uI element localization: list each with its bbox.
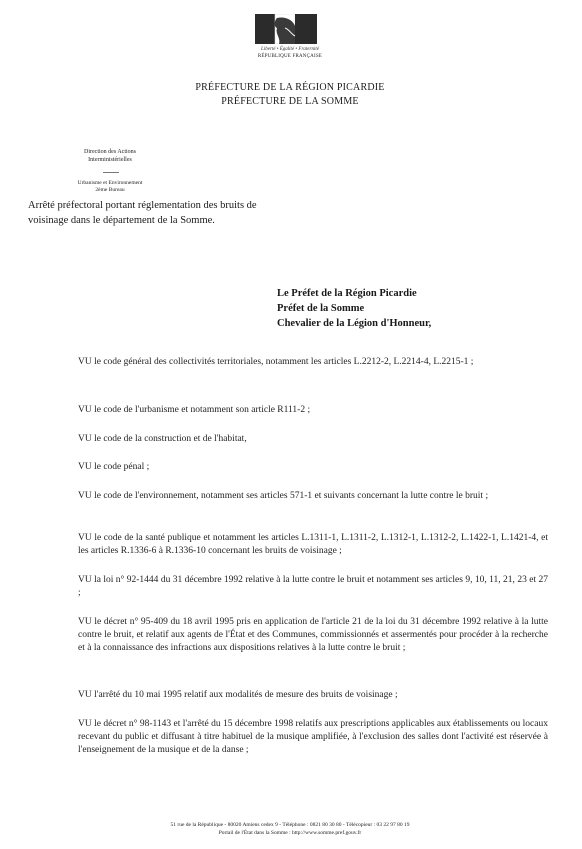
consideration-5: VU le code de l'environnement, notamment ses articles 571-1 et suivants concernant la lutte contre le bruit ; xyxy=(78,491,489,501)
consideration-4: VU le code pénal ; xyxy=(78,462,150,472)
marianne-logo-icon xyxy=(255,14,317,44)
unit-line2: 2ème Bureau xyxy=(95,187,125,193)
prefet-line1: Le Préfet de la Région Picardie xyxy=(277,288,417,299)
direction-line1: Direction des Actions xyxy=(84,149,136,155)
prefecture-dept: PRÉFECTURE DE LA SOMME xyxy=(221,96,359,107)
prefet-line3: Chevalier de la Légion d'Honneur, xyxy=(277,318,432,329)
motto: Liberté • Égalité • Fraternité xyxy=(261,47,319,52)
republique-francaise: RÉPUBLIQUE FRANÇAISE xyxy=(257,54,323,59)
divider xyxy=(103,172,119,173)
footer-address: 51 rue de la République - 80020 Amiens cedex 9 - Téléphone : 0821 80 30 80 - Télécopieur : 03 22 97 80 19 xyxy=(170,822,410,828)
direction-line2: Interministérielles xyxy=(88,157,132,163)
consideration-7: VU la loi n° 92-1444 du 31 décembre 1992 relative à la lutte contre le bruit et notamment ses articles 9, 10, 11, 21, 23 et 27 ; xyxy=(78,575,548,598)
prefet-line2: Préfet de la Somme xyxy=(277,303,365,314)
footer-portal: Portail de l'État dans la Somme : http://www.somme.pref.gouv.fr xyxy=(218,830,362,836)
consideration-9: VU l'arrêté du 10 mai 1995 relatif aux modalités de mesure des bruits de voisinage ; xyxy=(78,690,398,700)
consideration-2: VU le code de l'urbanisme et notamment son article R111-2 ; xyxy=(78,405,311,415)
consideration-8: VU le décret n° 95-409 du 18 avril 1995 pris en application de l'article 21 de la loi du 31 décembre 1992 relative à la lutte contre le bruit, et relatif aux agents de l'État et des Communes, commissionnés et assermentés pour procéder à la recherche et à la connaissance des infractions aux dispositions relatives à la lutte contre le bruit ; xyxy=(78,617,548,653)
unit-line1: Urbanisme et Environnement xyxy=(77,180,143,186)
consideration-1: VU le code général des collectivités territoriales, notamment les articles L.2212-2, L.2214-4, L.2215-1 ; xyxy=(78,357,474,367)
prefecture-region: PRÉFECTURE DE LA RÉGION PICARDIE xyxy=(195,82,385,93)
consideration-6: VU le code de la santé publique et notamment les articles L.1311-1, L.1311-2, L.1312-1, L.1312-2, L.1422-1, L.1421-4, et les articles R.1336-6 à R.1336-10 concernant les bruits de voisinage ; xyxy=(78,533,548,556)
arrete-title: Arrêté préfectoral portant réglementation des bruits de voisinage dans le département de la Somme. xyxy=(28,200,257,226)
consideration-3: VU le code de la construction et de l'habitat, xyxy=(78,434,247,444)
consideration-10: VU le décret n° 98-1143 et l'arrêté du 15 décembre 1998 relatifs aux prescriptions applicables aux établissements ou locaux recevant du public et diffusant à titre habituel de la musique amplifiée, à l'exclusion des salles dont l'activité est réservée à l'enseignement de la musique et de la danse ; xyxy=(78,719,548,755)
